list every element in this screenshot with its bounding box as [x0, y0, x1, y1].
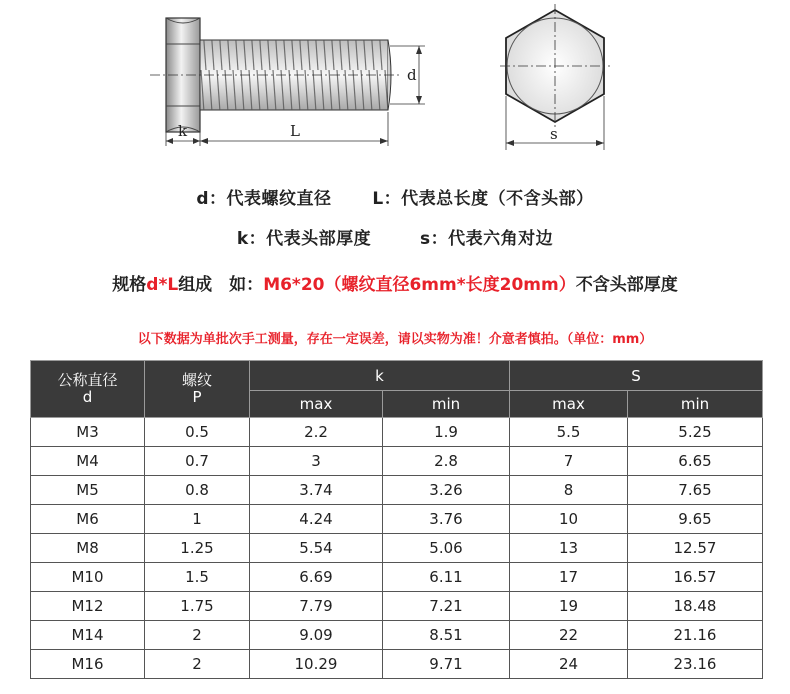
k-dim-label: k — [178, 122, 188, 140]
cell-s-max: 22 — [510, 621, 628, 650]
legend-s: s：代表六角对边 — [420, 229, 554, 249]
cell-k-max: 10.29 — [250, 650, 383, 679]
cell-k-min: 7.21 — [383, 592, 510, 621]
legend-row-1 — [0, 184, 790, 209]
cell-s-min: 9.65 — [628, 505, 763, 534]
cell-k-max: 2.2 — [250, 418, 383, 447]
cell-k-max: 5.54 — [250, 534, 383, 563]
cell-diameter: M3 — [31, 418, 145, 447]
cell-k-min: 1.9 — [383, 418, 510, 447]
header-s-min: min — [628, 391, 763, 418]
cell-s-min: 18.48 — [628, 592, 763, 621]
cell-diameter: M6 — [31, 505, 145, 534]
cell-s-max: 13 — [510, 534, 628, 563]
L-dim-label: L — [290, 122, 300, 140]
cell-diameter: M12 — [31, 592, 145, 621]
cell-k-min: 3.26 — [383, 476, 510, 505]
cell-k-max: 4.24 — [250, 505, 383, 534]
cell-pitch: 1.25 — [145, 534, 250, 563]
header-k-max: max — [250, 391, 383, 418]
table-row — [31, 418, 763, 447]
cell-s-min: 7.65 — [628, 476, 763, 505]
cell-k-min: 6.11 — [383, 563, 510, 592]
cell-pitch: 1.75 — [145, 592, 250, 621]
legend-row-2 — [0, 224, 790, 249]
legend-k: k：代表头部厚度 — [236, 229, 372, 249]
header-pitch — [145, 361, 250, 418]
d-dim-label: d — [407, 66, 417, 84]
cell-s-min: 5.25 — [628, 418, 763, 447]
cell-diameter: M14 — [31, 621, 145, 650]
cell-diameter: M10 — [31, 563, 145, 592]
spec-example: M6*20（螺纹直径6mm*长度20mm） — [263, 275, 576, 295]
spec-suffix: 不含头部厚度 — [575, 275, 678, 295]
cell-k-min: 8.51 — [383, 621, 510, 650]
cell-k-min: 2.8 — [383, 447, 510, 476]
s-dim-label: s — [550, 125, 558, 143]
cell-pitch: 0.8 — [145, 476, 250, 505]
cell-diameter: M5 — [31, 476, 145, 505]
header-diameter — [31, 361, 145, 418]
header-diameter-line1: 公称直径 — [57, 371, 118, 389]
cell-k-max: 7.79 — [250, 592, 383, 621]
table-row — [31, 621, 763, 650]
cell-s-max: 7 — [510, 447, 628, 476]
header-s: S — [510, 361, 763, 391]
cell-k-max: 3 — [250, 447, 383, 476]
cell-pitch: 0.7 — [145, 447, 250, 476]
cell-s-min: 23.16 — [628, 650, 763, 679]
cell-k-min: 9.71 — [383, 650, 510, 679]
legend-d: d：代表螺纹直径 — [196, 189, 332, 209]
bolt-head-hex — [500, 4, 610, 128]
table-row — [31, 505, 763, 534]
table-row — [31, 476, 763, 505]
bolt-drawing — [0, 0, 790, 170]
cell-k-min: 3.76 — [383, 505, 510, 534]
header-k: k — [250, 361, 510, 391]
dimension-table — [30, 360, 763, 679]
cell-s-max: 19 — [510, 592, 628, 621]
spec-formula: d*L — [146, 275, 179, 295]
cell-diameter: M4 — [31, 447, 145, 476]
header-pitch-line2: P — [192, 388, 202, 406]
table-row — [31, 534, 763, 563]
spec-mid: 组成 如： — [178, 275, 264, 295]
cell-s-max: 24 — [510, 650, 628, 679]
header-row-1 — [31, 361, 763, 391]
legend-L: L：代表总长度（不含头部） — [372, 189, 594, 209]
measurement-notice: 以下数据为单批次手工测量，存在一定误差，请以实物为准！介意者慎拍。（单位：mm） — [137, 332, 653, 347]
cell-s-min: 12.57 — [628, 534, 763, 563]
spec-prefix: 规格 — [112, 275, 147, 295]
cell-k-max: 6.69 — [250, 563, 383, 592]
cell-pitch: 2 — [145, 621, 250, 650]
L-dimension — [200, 112, 388, 146]
table-body — [31, 418, 763, 679]
cell-s-max: 10 — [510, 505, 628, 534]
cell-pitch: 1 — [145, 505, 250, 534]
cell-s-min: 6.65 — [628, 447, 763, 476]
cell-pitch: 2 — [145, 650, 250, 679]
cell-k-max: 3.74 — [250, 476, 383, 505]
cell-s-max: 17 — [510, 563, 628, 592]
spec-example-line — [0, 270, 790, 295]
table-row — [31, 650, 763, 679]
cell-s-max: 5.5 — [510, 418, 628, 447]
table-row — [31, 563, 763, 592]
header-s-max: max — [510, 391, 628, 418]
header-k-min: min — [383, 391, 510, 418]
header-diameter-line2: d — [82, 388, 93, 406]
cell-diameter: M16 — [31, 650, 145, 679]
cell-s-min: 21.16 — [628, 621, 763, 650]
cell-pitch: 0.5 — [145, 418, 250, 447]
cell-s-max: 8 — [510, 476, 628, 505]
d-dimension — [390, 46, 425, 104]
header-pitch-line1: 螺纹 — [181, 371, 212, 389]
cell-k-max: 9.09 — [250, 621, 383, 650]
cell-pitch: 1.5 — [145, 563, 250, 592]
cell-diameter: M8 — [31, 534, 145, 563]
cell-k-min: 5.06 — [383, 534, 510, 563]
table-row — [31, 592, 763, 621]
table-row — [31, 447, 763, 476]
cell-s-min: 16.57 — [628, 563, 763, 592]
